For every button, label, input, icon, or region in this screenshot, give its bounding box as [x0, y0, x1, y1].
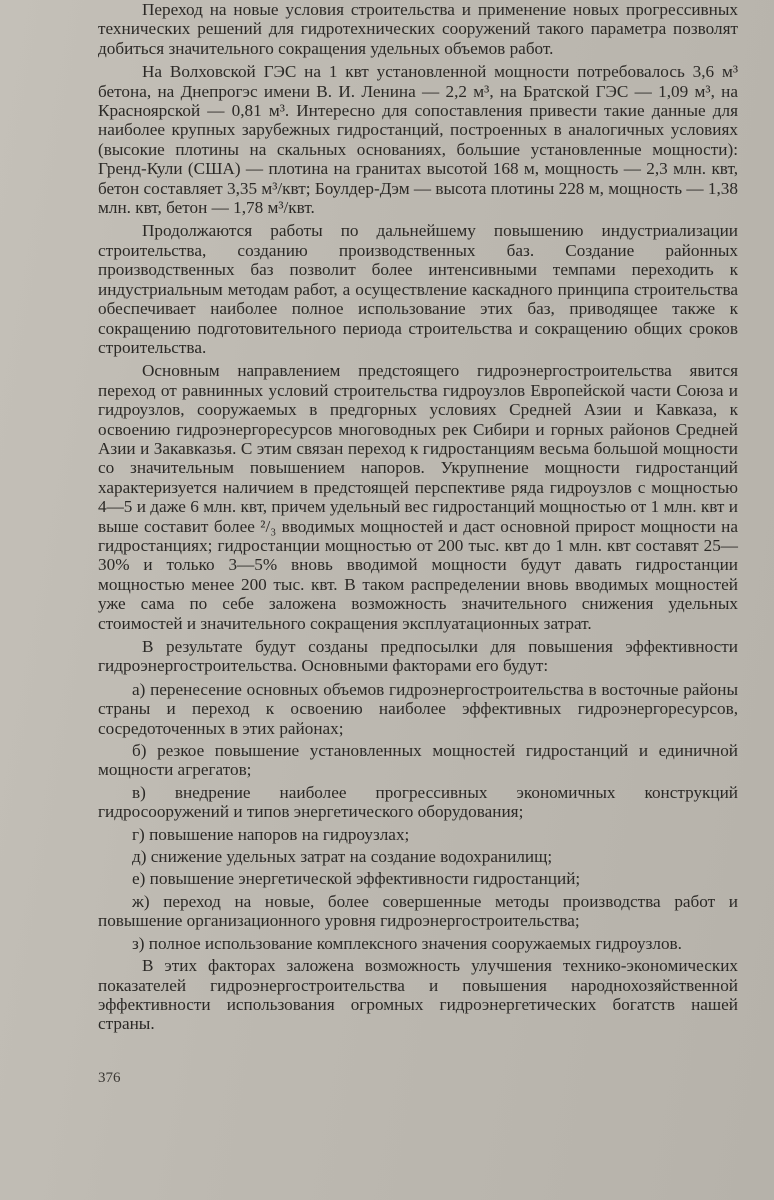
paragraph-concrete-volumes: На Волховской ГЭС на 1 квт установленной мощности потребовалось 3,6 м³ бетона, на Днепрогэс имени В. И. Ленина — 2,2 м³, на Братской ГЭС — 1,09 м³, на Красноярской — 0,81 м³. Интересно для сопоставления привести такие данные для наиболее крупных зарубежных гидростанций, построенных в аналогичных условиях (высокие плотины на скальных основаниях, большие установленные мощности): Гренд-Кули (США) — плотина на гранитах высотой 168 м, мощность — 2,3 млн. квт, бетон составляет 3,35 м³/квт; Боулдер-Дэм — высота плотины 228 м, мощность — 1,38 млн. квт, бетон — 1,78 м³/квт. [98, 62, 738, 218]
list-item-z: з) полное использование комплексного значения сооружаемых гидроузлов. [132, 933, 682, 953]
paragraph-intro: Переход на новые условия строительства и применение новых прогрессивных технических решений для гидротехнических сооружений такого параметра позволят добиться значительного сокращения удельных объемов работ. [98, 0, 738, 58]
list-item-d: д) снижение удельных затрат на создание водохранилищ; [132, 847, 553, 867]
paragraph-closing: В этих факторах заложена возможность улучшения технико-экономических показателей гидроэнергостроительства и повышения народнохозяйственной эффективности использования огромных гидроэнергетических богатств нашей страны. [98, 956, 738, 1034]
paragraph-industrialization: Продолжаются работы по дальнейшему повышению индустриализации строительства, созданию производственных баз. Создание районных производственных баз позволит более интенсивными темпами переходить к индустриальным методам работ, а осуществление каскадного принципа строительства обеспечивает наиболее полное использование этих баз, приводящее также к сокращению подготовительного периода строительства и сокращению общих сроков строительства. [98, 221, 738, 357]
list-item-g: г) повышение напоров на гидроузлах; [132, 824, 410, 844]
body-text [98, 0, 738, 1038]
paragraph-factors-intro: В результате будут созданы предпосылки для повышения эффективности гидроэнергостроительства. Основными факторами его будут: [98, 637, 738, 676]
list-item-zh: ж) переход на новые, более совершенные методы производства работ и повышение организационного уровня гидроэнергостроительства; [98, 891, 738, 931]
paragraph-main-direction: Основным направлением предстоящего гидроэнергостроительства явится переход от равнинных условий строительства гидроузлов Европейской части Союза и гидроузлов, сооружаемых в предгорных условиях Средней Азии и Кавказа, к освоению гидроэнергоресурсов многоводных рек Сибири и горных районов Средней Азии и Закавказья. С этим связан переход к гидростанциям весьма большой мощности со значительным повышением напоров. Укрупнение мощности гидростанций характеризуется наличием в предстоящей перспективе ряда гидроузлов с мощностью 4—5 и даже 6 млн. квт, причем удельный вес гидростанций мощностью от 1 млн. квт и выше составит более ²/₃ вводимых мощностей и даст основной прирост мощности на гидростанциях; гидростанции мощностью от 200 тыс. квт до 1 млн. квт составят 25—30% и только 3—5% вновь вводимой мощности будут давать гидростанции мощностью менее 200 тыс. квт. В таком распределении вновь вводимых мощностей уже сама по себе заложена возможность значительного снижения удельных стоимостей и значительного сокращения эксплуатационных затрат. [98, 361, 738, 633]
list-item-a: а) перенесение основных объемов гидроэнергостроительства в восточные районы страны и переход к освоению наиболее эффективных гидроэнергоресурсов, сосредоточенных в этих районах; [98, 679, 738, 738]
list-item-v: в) внедрение наиболее прогрессивных экономичных конструкций гидросооружений и типов энергетического оборудования; [98, 782, 738, 822]
list-item-e: е) повышение энергетической эффективности гидростанций; [132, 869, 581, 889]
list-item-b: б) резкое повышение установленных мощностей гидростанций и единичной мощности агрегатов; [98, 741, 738, 780]
page-number: 376 [98, 1070, 121, 1086]
